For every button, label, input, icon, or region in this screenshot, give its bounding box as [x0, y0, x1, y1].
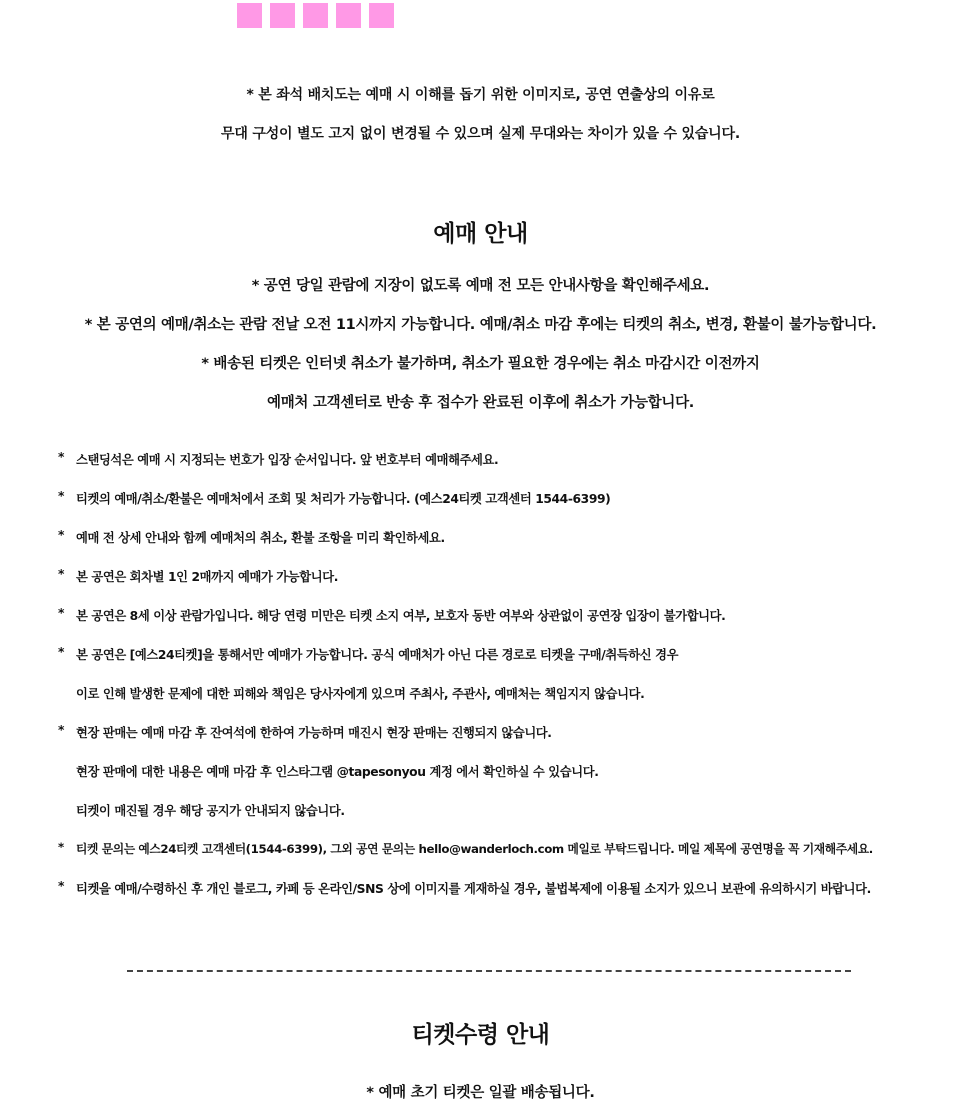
- booking-note-4: 예매처 고객센터로 반송 후 접수가 완료된 이후에 취소가 가능합니다.: [267, 395, 694, 411]
- booking-note-3: * 배송된 티켓은 인터넷 취소가 불가하며, 취소가 필요한 경우에는 취소 마감시간 이전까지: [201, 356, 760, 372]
- ticket-receipt-title: 티켓수령 안내: [411, 1022, 550, 1048]
- seat-notice-line-1: * 본 좌석 배치도는 예매 시 이해를 돕기 위한 이미지로, 공연 연출상의 이유로: [246, 87, 715, 103]
- pink-square: [303, 3, 328, 28]
- ticket-receipt-note-1: * 예매 초기 티켓은 일괄 배송됩니다.: [366, 1085, 595, 1101]
- pink-square: [237, 3, 262, 28]
- booking-note-1: * 공연 당일 관람에 지장이 없도록 예매 전 모든 안내사항을 확인해주세요.: [251, 278, 710, 294]
- pink-squares: [237, 3, 394, 28]
- booking-note-2: * 본 공연의 예매/취소는 관람 전날 오전 11시까지 가능합니다. 예매/취소 마감 후에는 티켓의 취소, 변경, 환불이 불가능합니다.: [84, 317, 877, 333]
- dashed-divider: [127, 970, 851, 972]
- booking-title: 예매 안내: [433, 221, 528, 247]
- pink-square: [270, 3, 295, 28]
- pink-square: [369, 3, 394, 28]
- pink-square: [336, 3, 361, 28]
- seat-notice-line-2: 무대 구성이 별도 고지 없이 변경될 수 있으며 실제 무대와는 차이가 있을 수 있습니다.: [221, 126, 740, 142]
